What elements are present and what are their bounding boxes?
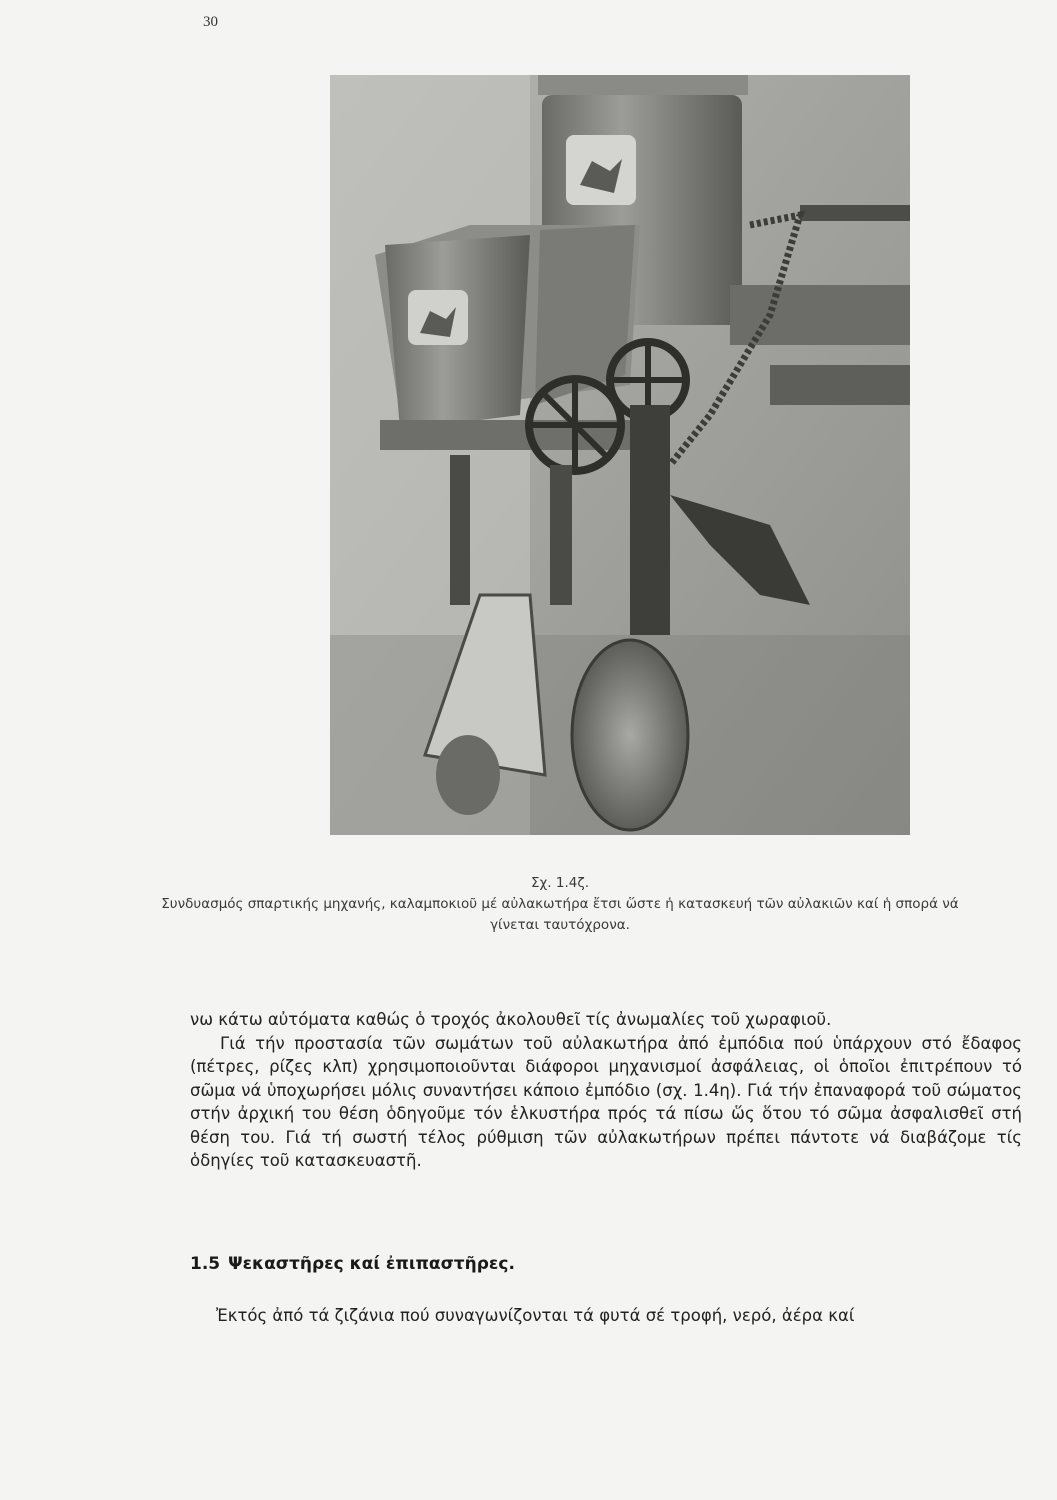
figure-label: Σχ. 1.4ζ.	[530, 875, 589, 891]
section-paragraph: Ἐκτός ἀπό τά ζιζάνια πού συναγωνίζονται τά φυτά σέ τροφή, νερό, ἀέρα καί	[216, 1306, 855, 1325]
body-paragraph-1: νω κάτω αὐτόματα καθώς ὁ τροχός ἀκολουθεῖ τίς ἀνωμαλίες τοῦ χωραφιοῦ.	[190, 1010, 832, 1029]
figure-caption-text: Συνδυασμός σπαρτικής μηχανής, καλαμποκιοῦ μέ αὐλακωτήρα ἔτσι ὥστε ἡ κατασκευή τῶν αὐλακιῶν καί ἡ σπορά νά γίνεται ταυτόχρονα.	[161, 896, 959, 933]
figure-caption	[150, 873, 970, 936]
section-heading	[190, 1254, 515, 1274]
body-paragraph-2: Γιά τήν προστασία τῶν σωμάτων τοῦ αὐλακωτήρα ἀπό ἐμπόδια πού ὑπάρχουν στό ἔδαφος (πέτρες, ρίζες κλπ) χρησιμοποιοῦνται διάφοροι μηχανισμοί ἀσφάλειας, οἱ ὁποῖοι ἐπιτρέπουν τό σῶμα νά ὑποχωρήσει μόλις συναντήσει κάποιο ἐμπόδιο (σχ. 1.4η). Γιά τήν ἐπαναφορά τοῦ σώματος στήν ἀρχική του θέση ὁδηγοῦμε τόν ἑλκυστήρα πρός τά πίσω ὥς ὅτου τό σῶμα ἀσφαλισθεῖ στή θέση του. Γιά τή σωστή τέλος ρύθμιση τῶν αὐλακωτήρων πρέπει πάντοτε νά διαβάζομε τίς ὁδηγίες τοῦ κατασκευαστῆ.	[190, 1033, 1022, 1170]
planter-photo	[330, 75, 910, 835]
body-text	[190, 1008, 1022, 1173]
page-number: 30	[203, 14, 218, 30]
section-title: Ψεκαστῆρες καί ἐπιπαστῆρες.	[228, 1254, 515, 1274]
section-number: 1.5	[190, 1254, 221, 1274]
